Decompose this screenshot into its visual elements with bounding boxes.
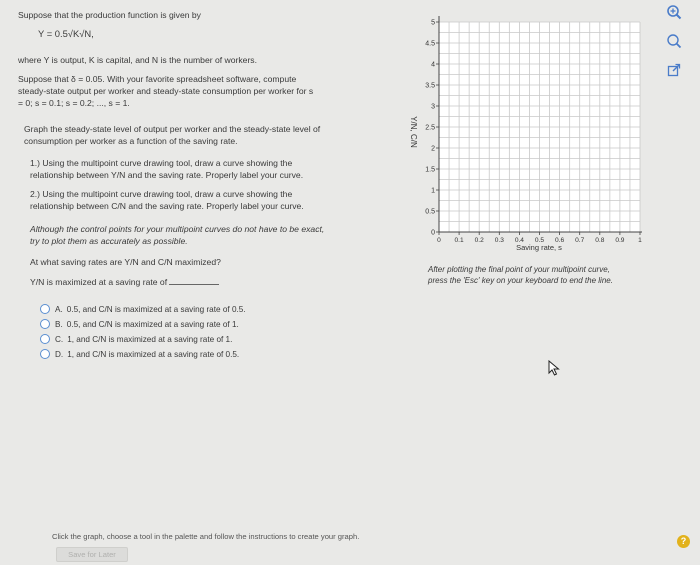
x-tick-label: 0.7 bbox=[575, 237, 585, 244]
y-tick-label: 3.5 bbox=[425, 82, 435, 90]
production-equation: Y = 0.5√K√N, bbox=[38, 28, 94, 39]
x-tick-label: 0.5 bbox=[534, 237, 545, 244]
x-tick-label: 0.3 bbox=[494, 237, 504, 244]
zoom-in-icon[interactable] bbox=[662, 3, 686, 21]
y-tick-label: 1 bbox=[431, 187, 435, 195]
y-tick-label: 2.5 bbox=[425, 124, 435, 132]
option-a[interactable] bbox=[40, 304, 246, 314]
graph-area[interactable] bbox=[395, 0, 660, 265]
option-d[interactable] bbox=[40, 349, 239, 359]
y-tick-label: 5 bbox=[431, 19, 435, 27]
radio-b[interactable] bbox=[40, 319, 50, 329]
option-b[interactable] bbox=[40, 319, 239, 329]
y-tick-label: 3 bbox=[431, 103, 435, 111]
x-tick-label: 0.1 bbox=[454, 237, 464, 244]
x-tick-label: 0.8 bbox=[595, 237, 605, 244]
x-axis-label: Saving rate, s bbox=[516, 243, 562, 252]
fill-in-sentence bbox=[30, 276, 219, 288]
intro-text: Suppose that the production function is given by bbox=[18, 10, 201, 20]
option-letter: D. bbox=[55, 349, 64, 359]
y-tick-labels bbox=[425, 20, 439, 237]
task-line-1: Suppose that δ = 0.05. With your favorite spreadsheet software, compute bbox=[18, 74, 297, 84]
footer-instructions: Click the graph, choose a tool in the palette and follow the instructions to create your graph. bbox=[52, 532, 360, 541]
option-letter: C. bbox=[55, 334, 64, 344]
x-tick-label: 0.9 bbox=[615, 237, 625, 244]
x-tick-label: 0.2 bbox=[474, 237, 484, 244]
option-c[interactable] bbox=[40, 334, 232, 344]
x-tick-label: 0.6 bbox=[555, 237, 565, 244]
question-text: At what saving rates are Y/N and C/N maximized? bbox=[30, 257, 221, 267]
task-line-2: steady-state output per worker and steady-state consumption per worker for s bbox=[18, 86, 314, 96]
fill-prefix: Y/N is maximized at a saving rate of bbox=[30, 277, 168, 287]
y-tick-label: 4 bbox=[431, 61, 435, 69]
note-line-1: Although the control points for your multipoint curves do not have to be exact, bbox=[30, 224, 325, 234]
option-letter: B. bbox=[55, 319, 63, 329]
where-text: where Y is output, K is capital, and N is the number of workers. bbox=[18, 55, 257, 65]
step2-line-1: 2.) Using the multipoint curve drawing tool, draw a curve showing the bbox=[30, 189, 293, 199]
option-text: 1, and C/N is maximized at a saving rate of 1. bbox=[67, 334, 233, 344]
radio-a[interactable] bbox=[40, 304, 50, 314]
mouse-cursor-icon bbox=[548, 360, 562, 376]
graph-grid bbox=[439, 22, 640, 232]
step2-line-2: relationship between C/N and the saving rate. Properly label your curve. bbox=[30, 201, 304, 211]
option-text: 0.5, and C/N is maximized at a saving rate of 1. bbox=[66, 319, 239, 329]
y-tick-label: 1.5 bbox=[425, 166, 435, 174]
x-tick-label: 1 bbox=[638, 237, 642, 244]
option-text: 1, and C/N is maximized at a saving rate of 0.5. bbox=[67, 349, 240, 359]
y-axis-label: Y/N, C/N bbox=[409, 116, 418, 148]
option-letter: A. bbox=[55, 304, 63, 314]
hint-line-2: press the 'Esc' key on your keyboard to end the line. bbox=[428, 276, 613, 285]
task-line-3: = 0; s = 0.1; s = 0.2; ..., s = 1. bbox=[18, 98, 130, 108]
y-tick-label: 0.5 bbox=[425, 208, 435, 216]
save-for-later-button[interactable]: Save for Later bbox=[56, 547, 128, 562]
step1-line-2: relationship between Y/N and the saving rate. Properly label your curve. bbox=[30, 170, 304, 180]
y-tick-label: 4.5 bbox=[425, 40, 435, 48]
hint-line-1: After plotting the final point of your multipoint curve, bbox=[428, 265, 610, 274]
popout-icon[interactable] bbox=[662, 61, 686, 79]
option-text: 0.5, and C/N is maximized at a saving rate of 0.5. bbox=[66, 304, 246, 314]
radio-c[interactable] bbox=[40, 334, 50, 344]
note-line-2: try to plot them as accurately as possible. bbox=[30, 236, 188, 246]
y-tick-label: 0 bbox=[431, 229, 435, 237]
zoom-out-icon[interactable] bbox=[662, 32, 686, 50]
graph-line-1: Graph the steady-state level of output per worker and the steady-state level of bbox=[24, 124, 321, 134]
x-tick-label: 0.4 bbox=[514, 237, 524, 244]
step1-line-1: 1.) Using the multipoint curve drawing tool, draw a curve showing the bbox=[30, 158, 293, 168]
answer-blank bbox=[169, 276, 219, 285]
x-tick-label: 0 bbox=[437, 237, 441, 244]
y-tick-label: 2 bbox=[431, 145, 435, 153]
graph-line-2: consumption per worker as a function of the saving rate. bbox=[24, 136, 238, 146]
radio-d[interactable] bbox=[40, 349, 50, 359]
help-icon[interactable]: ? bbox=[677, 535, 690, 548]
